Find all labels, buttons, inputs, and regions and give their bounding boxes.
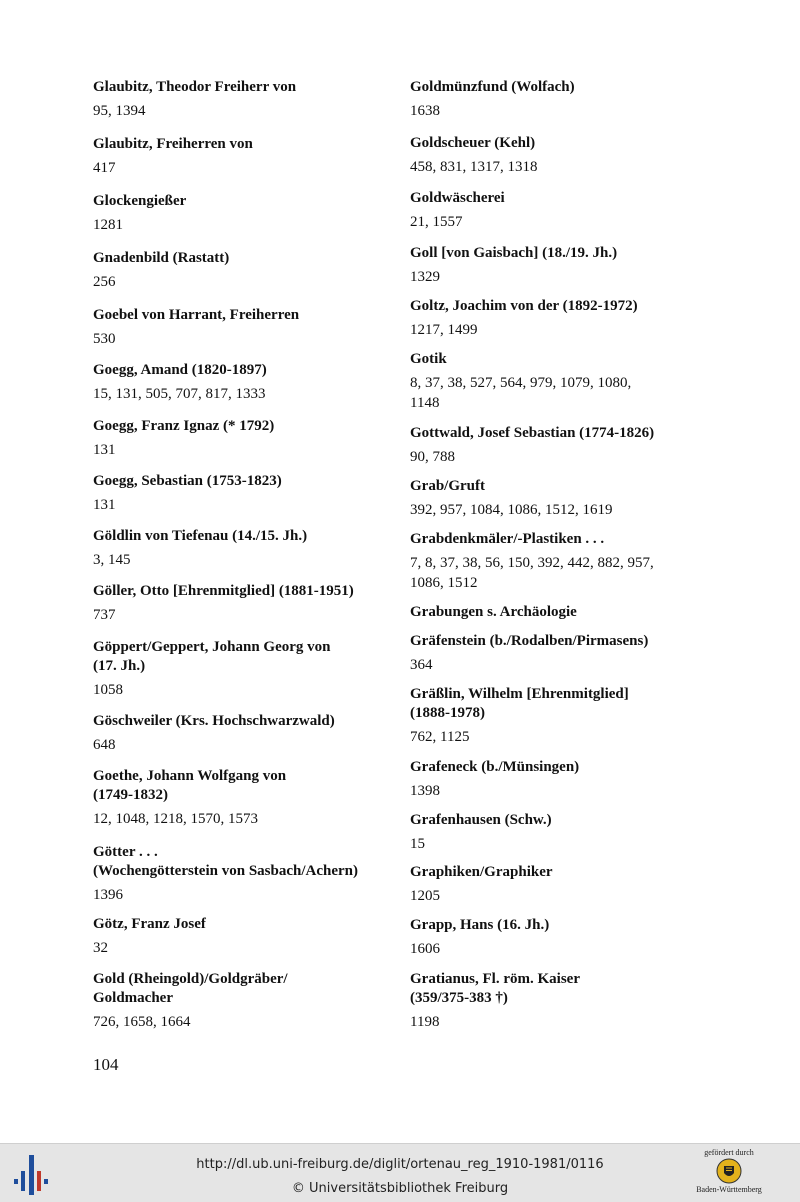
sponsor-logo	[695, 1148, 763, 1200]
entry-heading: Glaubitz, Freiherren von	[93, 136, 253, 152]
entry-page-refs: 3, 145	[93, 552, 131, 568]
entry-heading: Glaubitz, Theodor Freiherr von	[93, 79, 297, 95]
index-entry	[93, 361, 403, 404]
entry-heading: Goltz, Joachim von der (1892-1972)	[410, 298, 638, 314]
entry-page-refs: 1398	[410, 783, 440, 799]
entry-heading: Götz, Franz Josef	[93, 916, 206, 932]
entry-heading: Graphiken/Graphiker	[410, 864, 553, 880]
entry-page-refs-continued: 1148	[410, 395, 440, 411]
index-entry	[410, 350, 720, 413]
index-entry	[93, 582, 403, 625]
index-entry	[410, 244, 720, 287]
entry-heading: Gotik	[410, 351, 447, 367]
entry-heading: Göschweiler (Krs. Hochschwarzwald)	[93, 713, 335, 729]
entry-heading: Gratianus, Fl. röm. Kaiser	[410, 971, 580, 987]
entry-page-refs: 15	[410, 836, 425, 852]
index-entry	[410, 811, 720, 854]
entry-page-refs: 1217, 1499	[410, 322, 478, 338]
sponsor-label: gefördert durch	[704, 1148, 754, 1157]
entry-heading: Göldlin von Tiefenau (14./15. Jh.)	[93, 528, 308, 544]
entry-heading: Goegg, Franz Ignaz (* 1792)	[93, 418, 275, 434]
entry-heading-continued: (1888-1978)	[410, 705, 485, 721]
entry-page-refs: 458, 831, 1317, 1318	[410, 159, 538, 175]
entry-page-refs: 1606	[410, 941, 440, 957]
entry-heading: Grabungen s. Archäologie	[410, 604, 577, 620]
index-entry	[410, 970, 720, 1032]
entry-page-refs: 1205	[410, 888, 440, 904]
entry-heading: Goldwäscherei	[410, 190, 505, 206]
entry-heading: Grafeneck (b./Münsingen)	[410, 759, 580, 775]
index-entry	[410, 424, 720, 467]
entry-page-refs: 392, 957, 1084, 1086, 1512, 1619	[410, 502, 613, 518]
entry-page-refs-continued: 1086, 1512	[410, 575, 478, 591]
entry-heading: Göller, Otto [Ehrenmitglied] (1881-1951)	[93, 583, 354, 599]
entry-page-refs: 256	[93, 274, 116, 290]
entry-heading: Goll [von Gaisbach] (18./19. Jh.)	[410, 245, 618, 261]
index-entry	[93, 78, 403, 121]
index-entry	[93, 915, 403, 958]
index-entry	[410, 603, 720, 622]
entry-page-refs: 1396	[93, 887, 123, 903]
entry-page-refs: 1638	[410, 103, 440, 119]
index-entry	[93, 767, 403, 829]
entry-heading-continued: (1749-1832)	[93, 787, 168, 803]
index-entry	[410, 477, 720, 520]
entry-page-refs: 1281	[93, 217, 123, 233]
index-entry	[410, 685, 720, 747]
sponsor-name: Baden-Württemberg	[696, 1185, 762, 1194]
entry-heading-continued: Goldmacher	[93, 990, 173, 1006]
entry-heading: Götter . . .	[93, 844, 158, 860]
index-entry	[410, 78, 720, 121]
entry-heading: Gottwald, Josef Sebastian (1774-1826)	[410, 425, 655, 441]
footer-copyright: © Universitätsbibliothek Freiburg	[291, 1181, 509, 1196]
index-entry	[93, 472, 403, 515]
footer-bar	[0, 1143, 800, 1202]
index-entry	[410, 530, 720, 593]
entry-heading-continued: (17. Jh.)	[93, 658, 146, 674]
entry-heading: Gräfenstein (b./Rodalben/Pirmasens)	[410, 633, 649, 649]
entry-heading: Goebel von Harrant, Freiherren	[93, 307, 300, 323]
index-entry	[410, 134, 720, 177]
entry-page-refs: 21, 1557	[410, 214, 463, 230]
entry-heading-continued: (359/375-383 †)	[410, 990, 508, 1006]
index-entry	[410, 297, 720, 340]
entry-page-refs: 530	[93, 331, 116, 347]
entry-heading: Goldmünzfund (Wolfach)	[410, 79, 575, 95]
index-entry	[410, 632, 720, 675]
entry-heading: Grapp, Hans (16. Jh.)	[410, 917, 550, 933]
entry-page-refs: 1058	[93, 682, 123, 698]
index-entry	[93, 638, 403, 700]
index-entry	[93, 192, 403, 235]
index-entry	[93, 970, 403, 1032]
entry-page-refs: 364	[410, 657, 433, 673]
entry-page-refs: 15, 131, 505, 707, 817, 1333	[93, 386, 266, 402]
entry-heading: Goethe, Johann Wolfgang von	[93, 768, 287, 784]
coat-of-arms-icon	[716, 1158, 742, 1184]
entry-heading: Grab/Gruft	[410, 478, 485, 494]
entry-page-refs: 90, 788	[410, 449, 455, 465]
index-entry	[93, 135, 403, 178]
entry-page-refs: 737	[93, 607, 116, 623]
index-entry	[93, 417, 403, 460]
entry-page-refs: 32	[93, 940, 108, 956]
entry-page-refs: 131	[93, 497, 116, 513]
entry-page-refs: 1329	[410, 269, 440, 285]
index-entry	[410, 758, 720, 801]
entry-page-refs: 131	[93, 442, 116, 458]
index-entry	[410, 189, 720, 232]
entry-page-refs: 648	[93, 737, 116, 753]
entry-heading-continued: (Wochengötterstein von Sasbach/Achern)	[93, 863, 358, 879]
entry-page-refs: 8, 37, 38, 527, 564, 979, 1079, 1080,	[410, 375, 632, 391]
entry-heading: Gnadenbild (Rastatt)	[93, 250, 230, 266]
entry-heading: Gold (Rheingold)/Goldgräber/	[93, 971, 288, 987]
entry-heading: Gräßlin, Wilhelm [Ehrenmitglied]	[410, 686, 629, 702]
entry-heading: Grabdenkmäler/-Plastiken . . .	[410, 531, 605, 547]
entry-page-refs: 7, 8, 37, 38, 56, 150, 392, 442, 882, 957,	[410, 555, 654, 571]
entry-heading: Goldscheuer (Kehl)	[410, 135, 536, 151]
entry-heading: Göppert/Geppert, Johann Georg von	[93, 639, 331, 655]
entry-heading: Goegg, Sebastian (1753-1823)	[93, 473, 282, 489]
entry-page-refs: 762, 1125	[410, 729, 470, 745]
index-entry	[93, 527, 403, 570]
index-entry	[93, 843, 403, 905]
index-entry	[93, 306, 403, 349]
entry-page-refs: 95, 1394	[93, 103, 146, 119]
entry-page-refs: 12, 1048, 1218, 1570, 1573	[93, 811, 258, 827]
page-number: 104	[93, 1055, 119, 1074]
index-entry	[410, 916, 720, 959]
index-entry	[93, 712, 403, 755]
index-entry	[410, 863, 720, 906]
entry-heading: Goegg, Amand (1820-1897)	[93, 362, 267, 378]
entry-heading: Grafenhausen (Schw.)	[410, 812, 552, 828]
index-entry	[93, 249, 403, 292]
entry-page-refs: 1198	[410, 1014, 440, 1030]
entry-heading: Glockengießer	[93, 193, 187, 209]
entry-page-refs: 417	[93, 160, 116, 176]
entry-page-refs: 726, 1658, 1664	[93, 1014, 191, 1030]
footer-url-link[interactable]: http://dl.ub.uni-freiburg.de/diglit/ortenau_reg_1910-1981/0116	[196, 1157, 604, 1172]
